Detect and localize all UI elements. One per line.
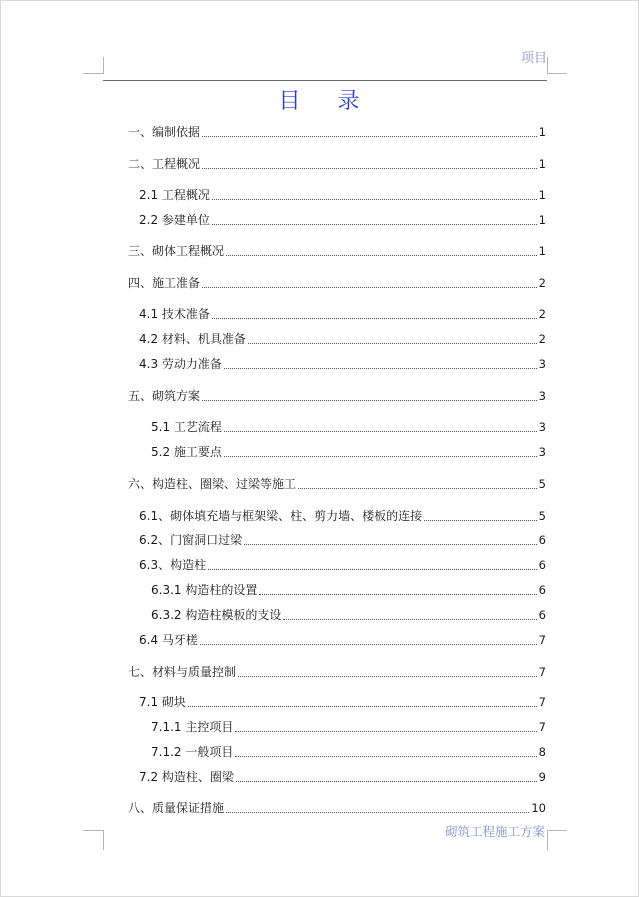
toc-entry-page-number[interactable]: 6 [538, 558, 546, 572]
toc-entry-label[interactable]: 6.3.2 构造柱模板的支设 [151, 608, 282, 622]
toc-leader-dots [224, 455, 537, 457]
toc-leader-dots [208, 568, 537, 570]
toc-entry[interactable] [139, 508, 546, 524]
toc-entry[interactable] [139, 306, 546, 322]
toc-entry-page-number[interactable]: 3 [538, 445, 546, 459]
toc-entry[interactable] [128, 156, 546, 172]
toc-entry-label[interactable]: 三、砌体工程概况 [128, 244, 225, 258]
toc-entry[interactable] [128, 243, 546, 259]
toc-entry[interactable] [128, 388, 546, 404]
toc-leader-dots [188, 705, 537, 707]
toc-leader-dots [244, 543, 537, 545]
toc-entry-page-number[interactable]: 2 [538, 307, 546, 321]
toc-leader-dots [236, 780, 537, 782]
toc-leader-dots [248, 342, 537, 344]
toc-entry-page-number[interactable]: 7 [538, 695, 546, 709]
toc-entry-page-number[interactable]: 1 [538, 157, 546, 171]
toc-entry-page-number[interactable]: 1 [538, 188, 546, 202]
toc-entry-label[interactable]: 一、编制依据 [128, 125, 201, 139]
toc-entry-label[interactable]: 六、构造柱、圈梁、过梁等施工 [128, 477, 297, 491]
toc-entry-page-number[interactable]: 7 [538, 665, 546, 679]
toc-entry-page-number[interactable]: 3 [538, 389, 546, 403]
toc-entry-page-number[interactable]: 1 [538, 125, 546, 139]
toc-entry-page-number[interactable]: 2 [538, 332, 546, 346]
toc-leader-dots [224, 430, 537, 432]
page-footer: 砌筑工程施工方案 [445, 824, 546, 839]
toc-entry-page-number[interactable]: 6 [538, 533, 546, 547]
toc-entry-page-number[interactable]: 1 [538, 244, 546, 258]
toc-leader-dots [259, 593, 536, 595]
toc-entry-page-number[interactable]: 5 [538, 477, 546, 491]
toc-entry[interactable] [151, 419, 546, 435]
toc-entry-label[interactable]: 2.1 工程概况 [139, 188, 210, 202]
toc-leader-dots [200, 643, 537, 645]
toc-entry-label[interactable]: 7.2 构造柱、圈梁 [139, 770, 234, 784]
toc-entry[interactable] [128, 275, 546, 291]
toc-entry[interactable] [139, 557, 546, 573]
toc-entry[interactable] [139, 532, 546, 548]
toc-entry[interactable] [139, 331, 546, 347]
toc-entry-page-number[interactable]: 8 [538, 745, 546, 759]
toc-entry-label[interactable]: 四、施工准备 [128, 276, 201, 290]
toc-leader-dots [283, 618, 536, 620]
toc-entry-page-number[interactable]: 10 [531, 801, 546, 815]
title-char-1: 目 [278, 89, 302, 114]
title-char-2: 录 [337, 89, 361, 114]
toc-entry-page-number[interactable]: 3 [538, 357, 546, 371]
toc-entry-label[interactable]: 5.1 工艺流程 [151, 420, 222, 434]
toc-leader-dots [212, 317, 537, 319]
toc-entry-label[interactable]: 6.4 马牙槎 [139, 633, 198, 647]
toc-leader-dots [212, 223, 537, 225]
toc-leader-dots [202, 399, 537, 401]
toc-entry[interactable] [151, 444, 546, 460]
toc-entry-page-number[interactable]: 3 [538, 420, 546, 434]
toc-entry-label[interactable]: 4.3 劳动力准备 [139, 357, 222, 371]
toc-entry-label[interactable]: 五、砌筑方案 [128, 389, 201, 403]
toc-entry-page-number[interactable]: 9 [538, 770, 546, 784]
toc-entry[interactable] [151, 719, 546, 735]
toc-entry[interactable] [139, 356, 546, 372]
toc-entry[interactable] [128, 124, 546, 140]
toc-entry-label[interactable]: 二、工程概况 [128, 157, 201, 171]
toc-entry-label[interactable]: 6.2、门窗洞口过梁 [139, 533, 243, 547]
toc-leader-dots [202, 167, 537, 169]
toc-entry-page-number[interactable]: 7 [538, 633, 546, 647]
toc-entry[interactable] [128, 476, 546, 492]
toc-entry[interactable] [139, 632, 546, 648]
toc-entry[interactable] [139, 694, 546, 710]
toc-entry-page-number[interactable]: 1 [538, 213, 546, 227]
toc-entry[interactable] [139, 187, 546, 203]
toc-leader-dots [224, 367, 537, 369]
toc-entry-page-number[interactable]: 5 [538, 509, 546, 523]
toc-entry[interactable] [151, 582, 546, 598]
toc-entry-label[interactable]: 6.3、构造柱 [139, 558, 207, 572]
toc-entry-page-number[interactable]: 2 [538, 276, 546, 290]
toc-entry-label[interactable]: 7.1.1 主控项目 [151, 720, 234, 734]
toc-entry-label[interactable]: 八、质量保证措施 [128, 801, 225, 815]
toc-leader-dots [235, 730, 536, 732]
toc-leader-dots [202, 286, 537, 288]
toc-entry-label[interactable]: 6.1、砌体填充墙与框架梁、柱、剪力墙、楼板的连接 [139, 509, 423, 523]
toc-entry-page-number[interactable]: 6 [538, 583, 546, 597]
toc-entry[interactable] [128, 800, 546, 816]
toc-entry[interactable] [128, 664, 546, 680]
toc-entry-label[interactable]: 七、材料与质量控制 [128, 665, 237, 679]
toc-entry-label[interactable]: 4.1 技术准备 [139, 307, 210, 321]
page-header: 项目 [520, 51, 547, 66]
toc-leader-dots [212, 198, 537, 200]
toc-entry-label[interactable]: 6.3.1 构造柱的设置 [151, 583, 258, 597]
toc-leader-dots [202, 135, 537, 137]
toc-entry-label[interactable]: 7.1 砌块 [139, 695, 186, 709]
toc-entry[interactable] [151, 744, 546, 760]
toc-entry-page-number[interactable]: 7 [538, 720, 546, 734]
toc-leader-dots [424, 519, 537, 521]
toc-entry[interactable] [139, 769, 546, 785]
toc-entry[interactable] [151, 607, 546, 623]
toc-leader-dots [238, 675, 537, 677]
toc-entry-label[interactable]: 2.2 参建单位 [139, 213, 210, 227]
toc-entry-page-number[interactable]: 6 [538, 608, 546, 622]
toc-entry[interactable] [139, 212, 546, 228]
toc-entry-label[interactable]: 7.1.2 一般项目 [151, 745, 234, 759]
toc-leader-dots [235, 755, 536, 757]
toc-entry-label[interactable]: 4.2 材料、机具准备 [139, 332, 246, 346]
toc-entry-label[interactable]: 5.2 施工要点 [151, 445, 222, 459]
toc-leader-dots [298, 487, 537, 489]
toc-leader-dots [226, 254, 537, 256]
toc-leader-dots [226, 811, 529, 813]
